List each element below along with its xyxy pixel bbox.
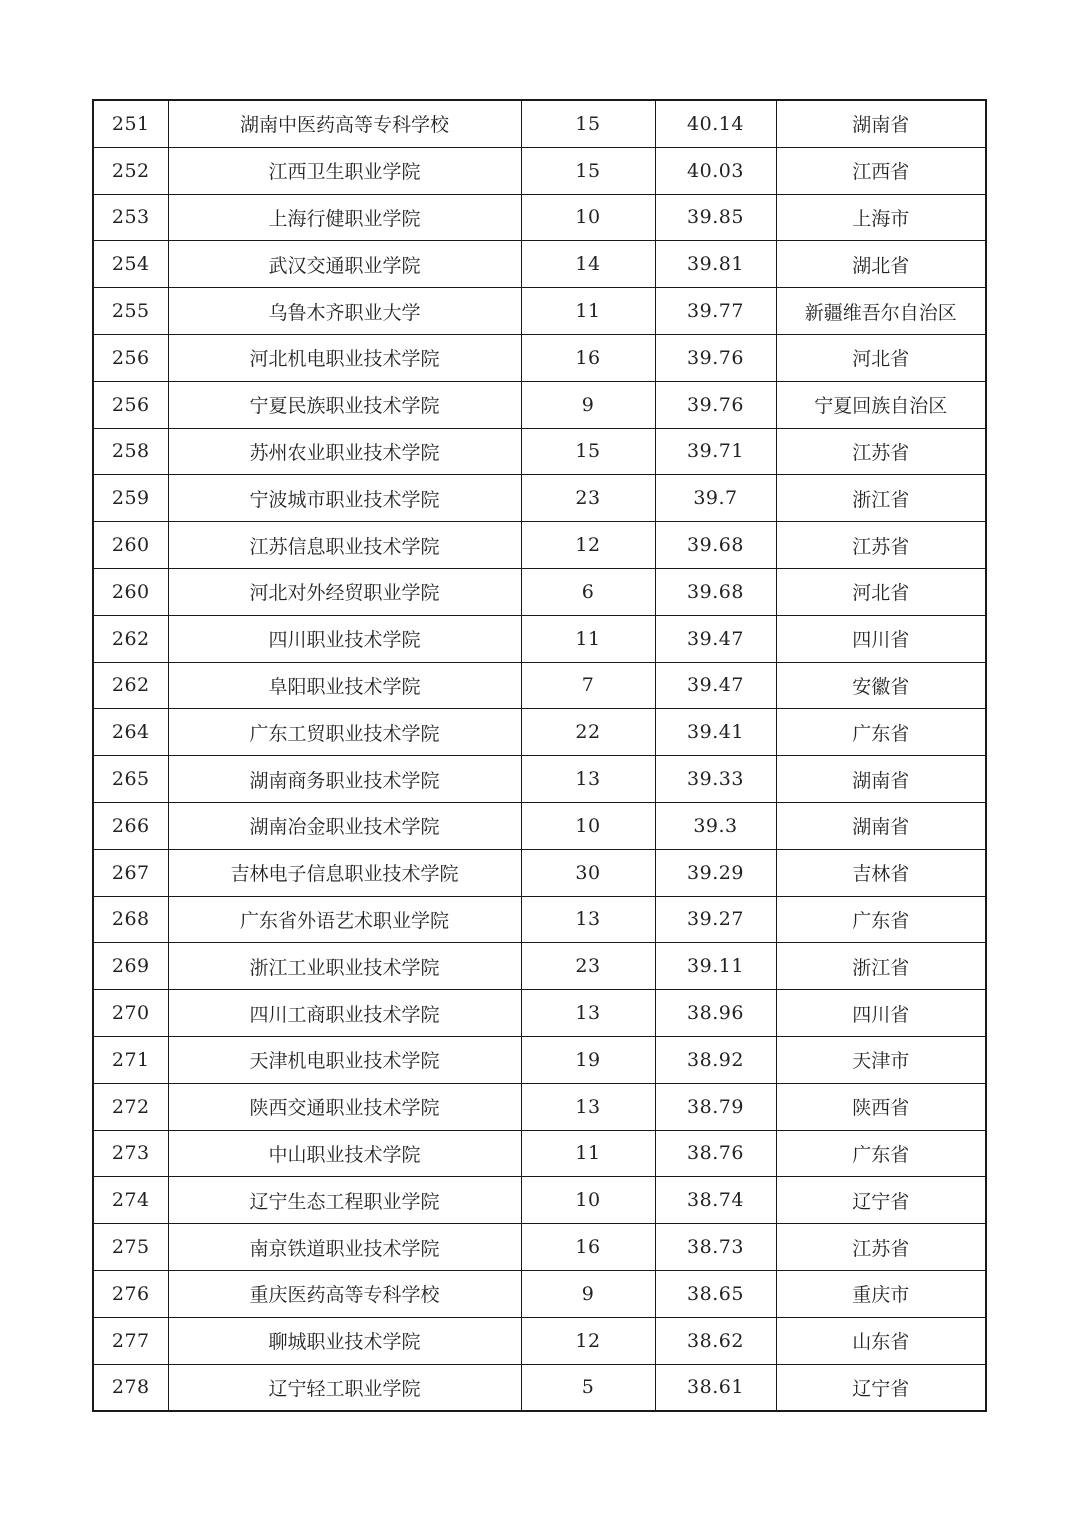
count-cell: 10: [521, 194, 655, 241]
count-cell: 15: [521, 100, 655, 147]
count-cell: 23: [521, 475, 655, 522]
table-row: [93, 756, 986, 803]
rank-cell: 260: [93, 568, 168, 615]
rank-cell: 252: [93, 147, 168, 194]
count-cell: 12: [521, 522, 655, 569]
province-cell: 江苏省: [776, 428, 986, 475]
province-cell: 天津市: [776, 1036, 986, 1083]
score-cell: 38.74: [655, 1177, 776, 1224]
school-name-cell: 天津机电职业技术学院: [168, 1036, 521, 1083]
score-cell: 39.47: [655, 662, 776, 709]
province-cell: 浙江省: [776, 475, 986, 522]
count-cell: 10: [521, 1177, 655, 1224]
count-cell: 12: [521, 1317, 655, 1364]
score-cell: 39.77: [655, 288, 776, 335]
table-row: [93, 1083, 986, 1130]
rank-cell: 264: [93, 709, 168, 756]
school-name-cell: 阜阳职业技术学院: [168, 662, 521, 709]
province-cell: 湖南省: [776, 100, 986, 147]
rank-cell: 272: [93, 1083, 168, 1130]
count-cell: 11: [521, 288, 655, 335]
count-cell: 22: [521, 709, 655, 756]
rank-cell: 271: [93, 1036, 168, 1083]
rank-cell: 275: [93, 1224, 168, 1271]
province-cell: 新疆维吾尔自治区: [776, 288, 986, 335]
score-cell: 38.62: [655, 1317, 776, 1364]
count-cell: 9: [521, 1270, 655, 1317]
count-cell: 16: [521, 334, 655, 381]
rank-cell: 268: [93, 896, 168, 943]
score-cell: 39.33: [655, 756, 776, 803]
rank-cell: 273: [93, 1130, 168, 1177]
school-name-cell: 河北对外经贸职业学院: [168, 568, 521, 615]
rank-cell: 269: [93, 943, 168, 990]
count-cell: 16: [521, 1224, 655, 1271]
score-cell: 39.68: [655, 568, 776, 615]
score-cell: 39.85: [655, 194, 776, 241]
school-name-cell: 宁波城市职业技术学院: [168, 475, 521, 522]
count-cell: 11: [521, 1130, 655, 1177]
school-name-cell: 乌鲁木齐职业大学: [168, 288, 521, 335]
count-cell: 23: [521, 943, 655, 990]
rank-cell: 270: [93, 990, 168, 1037]
score-cell: 39.76: [655, 381, 776, 428]
score-cell: 39.47: [655, 615, 776, 662]
count-cell: 19: [521, 1036, 655, 1083]
school-name-cell: 广东省外语艺术职业学院: [168, 896, 521, 943]
ranking-table-body: [93, 100, 986, 1411]
province-cell: 吉林省: [776, 849, 986, 896]
province-cell: 湖北省: [776, 241, 986, 288]
score-cell: 39.68: [655, 522, 776, 569]
rank-cell: 259: [93, 475, 168, 522]
rank-cell: 262: [93, 615, 168, 662]
score-cell: 40.14: [655, 100, 776, 147]
province-cell: 四川省: [776, 615, 986, 662]
score-cell: 39.71: [655, 428, 776, 475]
table-row: [93, 709, 986, 756]
table-row: [93, 568, 986, 615]
province-cell: 广东省: [776, 709, 986, 756]
table-row: [93, 1270, 986, 1317]
table-row: [93, 1130, 986, 1177]
rank-cell: 266: [93, 802, 168, 849]
table-row: [93, 100, 986, 147]
ranking-table: [92, 99, 987, 1412]
rank-cell: 278: [93, 1364, 168, 1411]
score-cell: 39.81: [655, 241, 776, 288]
school-name-cell: 湖南冶金职业技术学院: [168, 802, 521, 849]
score-cell: 38.79: [655, 1083, 776, 1130]
rank-cell: 260: [93, 522, 168, 569]
table-row: [93, 147, 986, 194]
score-cell: 38.76: [655, 1130, 776, 1177]
table-row: [93, 896, 986, 943]
school-name-cell: 辽宁生态工程职业学院: [168, 1177, 521, 1224]
school-name-cell: 吉林电子信息职业技术学院: [168, 849, 521, 896]
table-row: [93, 802, 986, 849]
score-cell: 38.61: [655, 1364, 776, 1411]
table-row: [93, 990, 986, 1037]
score-cell: 39.76: [655, 334, 776, 381]
rank-cell: 256: [93, 334, 168, 381]
table-row: [93, 1364, 986, 1411]
table-row: [93, 194, 986, 241]
rank-cell: 262: [93, 662, 168, 709]
province-cell: 江苏省: [776, 1224, 986, 1271]
rank-cell: 276: [93, 1270, 168, 1317]
school-name-cell: 聊城职业技术学院: [168, 1317, 521, 1364]
table-row: [93, 1224, 986, 1271]
school-name-cell: 河北机电职业技术学院: [168, 334, 521, 381]
rank-cell: 256: [93, 381, 168, 428]
rank-cell: 254: [93, 241, 168, 288]
rank-cell: 274: [93, 1177, 168, 1224]
province-cell: 辽宁省: [776, 1177, 986, 1224]
count-cell: 14: [521, 241, 655, 288]
school-name-cell: 武汉交通职业学院: [168, 241, 521, 288]
table-row: [93, 1317, 986, 1364]
school-name-cell: 湖南商务职业技术学院: [168, 756, 521, 803]
count-cell: 9: [521, 381, 655, 428]
province-cell: 陕西省: [776, 1083, 986, 1130]
table-row: [93, 428, 986, 475]
score-cell: 39.11: [655, 943, 776, 990]
table-row: [93, 1036, 986, 1083]
score-cell: 38.65: [655, 1270, 776, 1317]
province-cell: 山东省: [776, 1317, 986, 1364]
province-cell: 安徽省: [776, 662, 986, 709]
province-cell: 广东省: [776, 1130, 986, 1177]
count-cell: 11: [521, 615, 655, 662]
province-cell: 四川省: [776, 990, 986, 1037]
school-name-cell: 四川工商职业技术学院: [168, 990, 521, 1037]
score-cell: 39.41: [655, 709, 776, 756]
province-cell: 江西省: [776, 147, 986, 194]
province-cell: 辽宁省: [776, 1364, 986, 1411]
school-name-cell: 四川职业技术学院: [168, 615, 521, 662]
table-row: [93, 288, 986, 335]
score-cell: 40.03: [655, 147, 776, 194]
province-cell: 江苏省: [776, 522, 986, 569]
rank-cell: 255: [93, 288, 168, 335]
count-cell: 13: [521, 896, 655, 943]
rank-cell: 265: [93, 756, 168, 803]
count-cell: 7: [521, 662, 655, 709]
count-cell: 5: [521, 1364, 655, 1411]
school-name-cell: 辽宁轻工职业学院: [168, 1364, 521, 1411]
school-name-cell: 浙江工业职业技术学院: [168, 943, 521, 990]
score-cell: 39.29: [655, 849, 776, 896]
count-cell: 13: [521, 756, 655, 803]
rank-cell: 253: [93, 194, 168, 241]
score-cell: 38.96: [655, 990, 776, 1037]
province-cell: 上海市: [776, 194, 986, 241]
province-cell: 湖南省: [776, 802, 986, 849]
school-name-cell: 上海行健职业学院: [168, 194, 521, 241]
table-row: [93, 662, 986, 709]
score-cell: 39.27: [655, 896, 776, 943]
province-cell: 重庆市: [776, 1270, 986, 1317]
table-row: [93, 615, 986, 662]
province-cell: 宁夏回族自治区: [776, 381, 986, 428]
table-row: [93, 475, 986, 522]
rank-cell: 258: [93, 428, 168, 475]
school-name-cell: 重庆医药高等专科学校: [168, 1270, 521, 1317]
school-name-cell: 中山职业技术学院: [168, 1130, 521, 1177]
rank-cell: 251: [93, 100, 168, 147]
table-row: [93, 943, 986, 990]
province-cell: 广东省: [776, 896, 986, 943]
count-cell: 30: [521, 849, 655, 896]
province-cell: 河北省: [776, 568, 986, 615]
score-cell: 38.92: [655, 1036, 776, 1083]
count-cell: 15: [521, 147, 655, 194]
school-name-cell: 南京铁道职业技术学院: [168, 1224, 521, 1271]
count-cell: 13: [521, 1083, 655, 1130]
score-cell: 38.73: [655, 1224, 776, 1271]
school-name-cell: 江西卫生职业学院: [168, 147, 521, 194]
table-row: [93, 334, 986, 381]
score-cell: 39.7: [655, 475, 776, 522]
province-cell: 河北省: [776, 334, 986, 381]
rank-cell: 277: [93, 1317, 168, 1364]
score-cell: 39.3: [655, 802, 776, 849]
school-name-cell: 江苏信息职业技术学院: [168, 522, 521, 569]
table-row: [93, 849, 986, 896]
table-row: [93, 1177, 986, 1224]
school-name-cell: 苏州农业职业技术学院: [168, 428, 521, 475]
table-row: [93, 522, 986, 569]
count-cell: 6: [521, 568, 655, 615]
table-row: [93, 241, 986, 288]
table-row: [93, 381, 986, 428]
school-name-cell: 宁夏民族职业技术学院: [168, 381, 521, 428]
count-cell: 13: [521, 990, 655, 1037]
count-cell: 15: [521, 428, 655, 475]
school-name-cell: 湖南中医药高等专科学校: [168, 100, 521, 147]
province-cell: 湖南省: [776, 756, 986, 803]
rank-cell: 267: [93, 849, 168, 896]
school-name-cell: 广东工贸职业技术学院: [168, 709, 521, 756]
count-cell: 10: [521, 802, 655, 849]
province-cell: 浙江省: [776, 943, 986, 990]
school-name-cell: 陕西交通职业技术学院: [168, 1083, 521, 1130]
